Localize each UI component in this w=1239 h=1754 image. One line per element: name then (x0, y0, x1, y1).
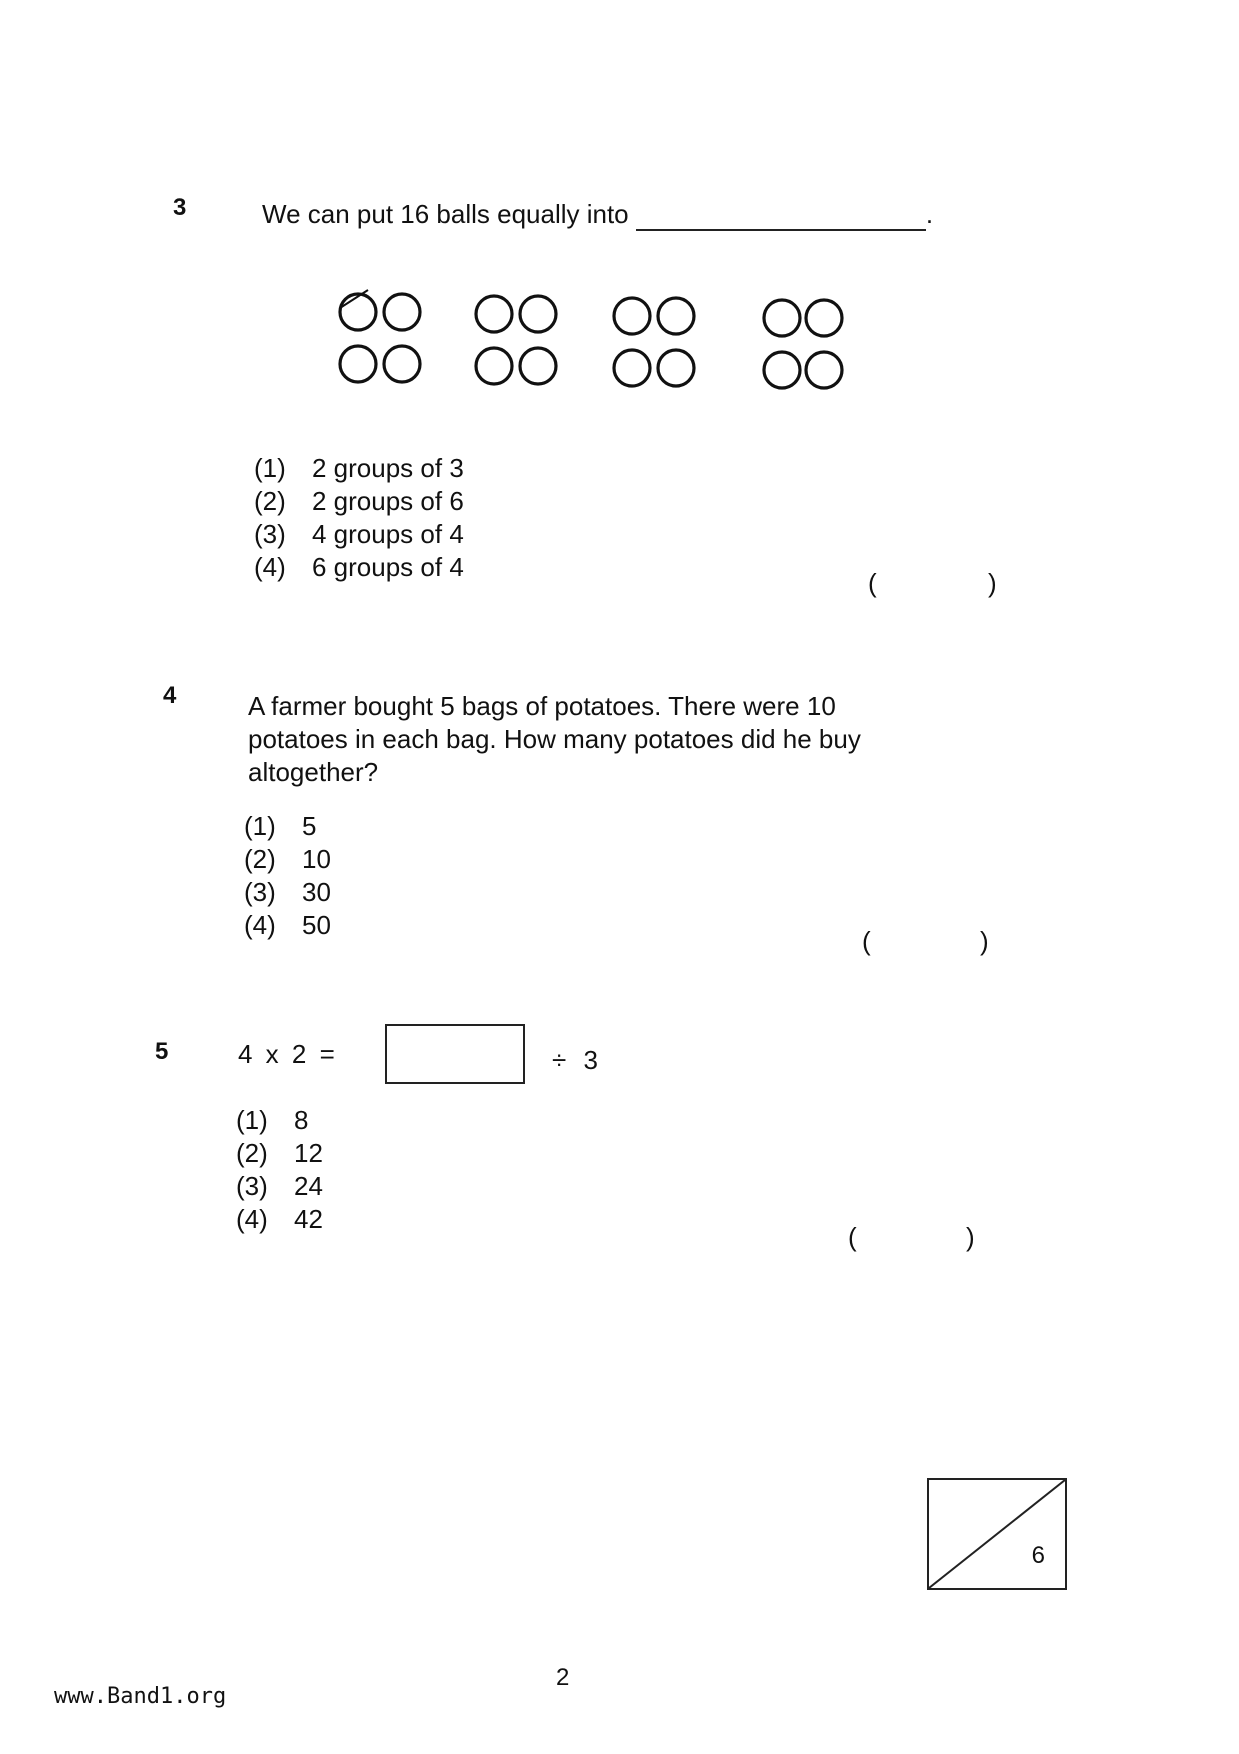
question-4-number: 4 (163, 682, 177, 709)
score-box (927, 1478, 1067, 1590)
question-3-period: . (925, 199, 934, 229)
option-label: (2) (244, 844, 276, 874)
ball (476, 296, 512, 332)
question-4-options (244, 810, 331, 942)
option-2[interactable] (254, 485, 464, 518)
answer-paren-close: ) (988, 568, 997, 598)
ball (520, 296, 556, 332)
option-label: (3) (244, 877, 276, 907)
option-text: 4 groups of 4 (312, 519, 464, 549)
footer-url: www.Band1.org (54, 1684, 227, 1709)
option-2[interactable] (244, 843, 331, 876)
option-label: (3) (254, 519, 286, 549)
score-box-diagonal (929, 1480, 1065, 1588)
equation-left: 4 x 2 = (238, 1039, 335, 1069)
option-label: (4) (236, 1204, 268, 1234)
ball (384, 294, 420, 330)
option-text: 2 groups of 6 (312, 486, 464, 516)
option-text: 24 (294, 1171, 323, 1201)
question-5-options (236, 1104, 323, 1236)
question-4-line: altogether? (248, 757, 379, 787)
option-label: (2) (236, 1138, 268, 1168)
option-label: (4) (244, 910, 276, 940)
option-text: 8 (294, 1105, 309, 1135)
question-4-line: A farmer bought 5 bags of potatoes. There were 10 (248, 691, 836, 721)
answer-paren-close: ) (980, 926, 989, 956)
answer-blank[interactable] (636, 205, 926, 231)
question-3-prompt: We can put 16 balls equally into (262, 199, 629, 229)
answer-space[interactable] (864, 1220, 964, 1252)
option-text: 12 (294, 1138, 323, 1168)
question-3-options (254, 452, 464, 584)
ball (806, 300, 842, 336)
question-5-number: 5 (155, 1038, 169, 1065)
option-text: 6 groups of 4 (312, 552, 464, 582)
answer-paren-open: ( (868, 568, 877, 598)
ball (476, 348, 512, 384)
ball (340, 346, 376, 382)
balls-illustration (336, 286, 876, 398)
ball (520, 348, 556, 384)
option-label: (1) (254, 453, 286, 483)
option-3[interactable] (254, 518, 464, 551)
ball (806, 352, 842, 388)
option-4[interactable] (236, 1203, 323, 1236)
option-text: 50 (302, 910, 331, 940)
option-text: 10 (302, 844, 331, 874)
option-label: (4) (254, 552, 286, 582)
option-1[interactable] (254, 452, 464, 485)
answer-box[interactable] (385, 1024, 525, 1084)
question-3-number: 3 (173, 194, 187, 221)
question-4-text (248, 690, 861, 789)
ball-group-4 (764, 300, 842, 388)
ball-group-1 (340, 294, 420, 382)
option-label: (2) (254, 486, 286, 516)
ball (658, 298, 694, 334)
option-label: (1) (236, 1105, 268, 1135)
ball (340, 294, 376, 330)
option-4[interactable] (254, 551, 464, 584)
question-4-line: potatoes in each bag. How many potatoes did he buy (248, 724, 861, 754)
ball-group-3 (614, 298, 694, 386)
option-text: 2 groups of 3 (312, 453, 464, 483)
answer-paren-open: ( (848, 1222, 857, 1252)
option-3[interactable] (244, 876, 331, 909)
option-text: 5 (302, 811, 317, 841)
ball (658, 350, 694, 386)
ball (764, 300, 800, 336)
answer-paren-close: ) (966, 1222, 975, 1252)
equation-right: ÷ 3 (552, 1045, 598, 1075)
option-2[interactable] (236, 1137, 323, 1170)
option-1[interactable] (244, 810, 331, 843)
answer-paren-open: ( (862, 926, 871, 956)
option-label: (1) (244, 811, 276, 841)
ball (764, 352, 800, 388)
option-4[interactable] (244, 909, 331, 942)
ball (384, 346, 420, 382)
option-1[interactable] (236, 1104, 323, 1137)
ball (614, 350, 650, 386)
option-label: (3) (236, 1171, 268, 1201)
answer-space[interactable] (884, 566, 984, 598)
question-3-text (262, 198, 933, 231)
ball-group-2 (476, 296, 556, 384)
option-text: 42 (294, 1204, 323, 1234)
ball (614, 298, 650, 334)
score-total: 6 (1031, 1542, 1045, 1569)
answer-space[interactable] (878, 924, 978, 956)
option-text: 30 (302, 877, 331, 907)
page-number: 2 (556, 1664, 570, 1691)
option-3[interactable] (236, 1170, 323, 1203)
